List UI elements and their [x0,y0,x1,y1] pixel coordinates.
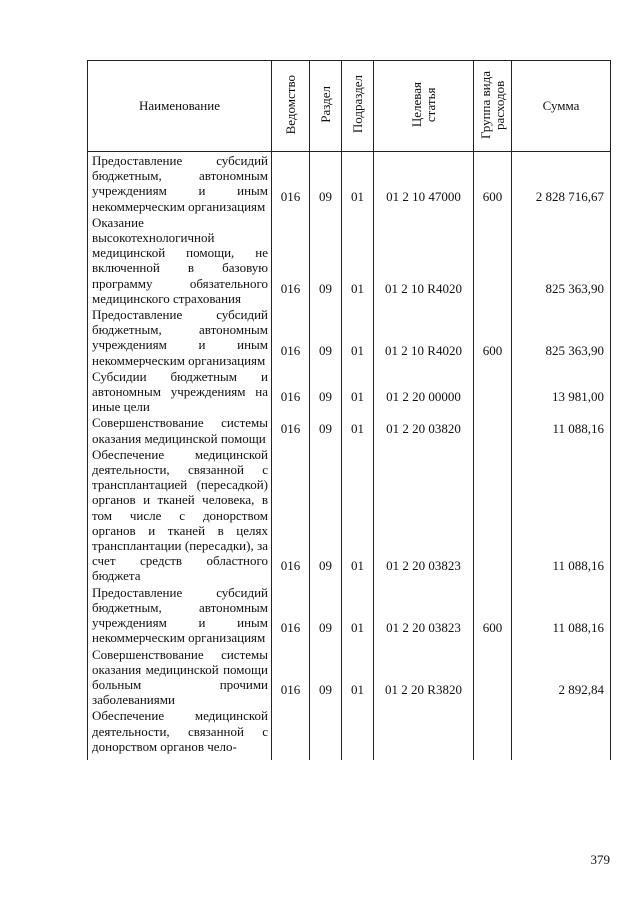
row-subsection: 01 [342,646,374,708]
row-subsection: 01 [342,306,374,368]
budget-table [87,60,611,760]
table-row [88,646,611,708]
row-name: Совершенствование системы оказания медицинской помощи [88,414,272,445]
header-target-article: Целевая статья [374,61,474,152]
row-target-article [374,707,474,760]
header-section: Раздел [310,61,342,152]
row-amount: 2 828 716,67 [512,152,611,214]
table-row [88,584,611,646]
row-subsection: 01 [342,152,374,214]
table-header-row [88,61,611,152]
row-amount: 11 088,16 [512,446,611,584]
row-subsection: 01 [342,368,374,415]
row-target-article: 01 2 10 R4020 [374,306,474,368]
row-amount: 11 088,16 [512,584,611,646]
row-target-article: 01 2 20 03820 [374,414,474,445]
row-target-article: 01 2 20 03823 [374,584,474,646]
row-department [272,707,310,760]
row-amount: 2 892,84 [512,646,611,708]
row-target-article: 01 2 20 R3820 [374,646,474,708]
row-target-article: 01 2 10 47000 [374,152,474,214]
row-expense-group [474,414,512,445]
row-section: 09 [310,368,342,415]
row-department: 016 [272,584,310,646]
row-amount: 11 088,16 [512,414,611,445]
row-amount [512,707,611,760]
table-row [88,446,611,584]
header-subsection: Подраздел [342,61,374,152]
row-name: Субсидии бюджетным и автономным учреждениям на иные цели [88,368,272,415]
row-name: Предоставление субсидий бюджетным, автономным учреждениям и иным некоммерческим организациям [88,306,272,368]
row-expense-group: 600 [474,306,512,368]
header-expense-group: Группа вида расходов [474,61,512,152]
row-department: 016 [272,646,310,708]
row-expense-group [474,707,512,760]
row-subsection: 01 [342,446,374,584]
row-expense-group: 600 [474,584,512,646]
row-name: Совершенствование системы оказания медицинской помощи больным прочими заболеваниями [88,646,272,708]
row-department: 016 [272,368,310,415]
row-department: 016 [272,306,310,368]
row-department: 016 [272,414,310,445]
row-name: Обеспечение медицинской деятельности, связанной с трансплантацией (пересадкой) органов и тканей человека, в том числе с донорством органов и тканей в целях трансплантации (пересадки), за счет средств областного бюджета [88,446,272,584]
row-section: 09 [310,306,342,368]
row-department: 016 [272,152,310,214]
row-name: Обеспечение медицинской деятельности, связанной с донорством органов чело- [88,707,272,760]
row-subsection [342,707,374,760]
row-subsection: 01 [342,414,374,445]
header-name: Наименование [88,61,272,152]
row-target-article: 01 2 20 00000 [374,368,474,415]
row-section: 09 [310,446,342,584]
header-department: Ведомство [272,61,310,152]
row-subsection: 01 [342,214,374,306]
row-name: Оказание высокотехнологичной медицинской помощи, не включенной в базовую программу обязательного медицинского страхования [88,214,272,306]
row-target-article: 01 2 20 03823 [374,446,474,584]
row-section: 09 [310,646,342,708]
row-amount: 825 363,90 [512,214,611,306]
table-row [88,306,611,368]
row-amount: 825 363,90 [512,306,611,368]
header-amount: Сумма [512,61,611,152]
table-row [88,707,611,760]
row-target-article: 01 2 10 R4020 [374,214,474,306]
row-section: 09 [310,214,342,306]
row-expense-group [474,646,512,708]
row-department: 016 [272,446,310,584]
page-number: 379 [590,852,610,867]
row-section: 09 [310,414,342,445]
table-row [88,414,611,445]
row-expense-group: 600 [474,152,512,214]
row-expense-group [474,214,512,306]
row-section [310,707,342,760]
row-expense-group [474,446,512,584]
table-row [88,152,611,214]
row-section: 09 [310,152,342,214]
table-row [88,368,611,415]
row-name: Предоставление субсидий бюджетным, автономным учреждениям и иным некоммерческим организациям [88,152,272,214]
table-row [88,214,611,306]
row-name: Предоставление субсидий бюджетным, автономным учреждениям и иным некоммерческим организациям [88,584,272,646]
row-department: 016 [272,214,310,306]
row-amount: 13 981,00 [512,368,611,415]
row-section: 09 [310,584,342,646]
row-expense-group [474,368,512,415]
row-subsection: 01 [342,584,374,646]
